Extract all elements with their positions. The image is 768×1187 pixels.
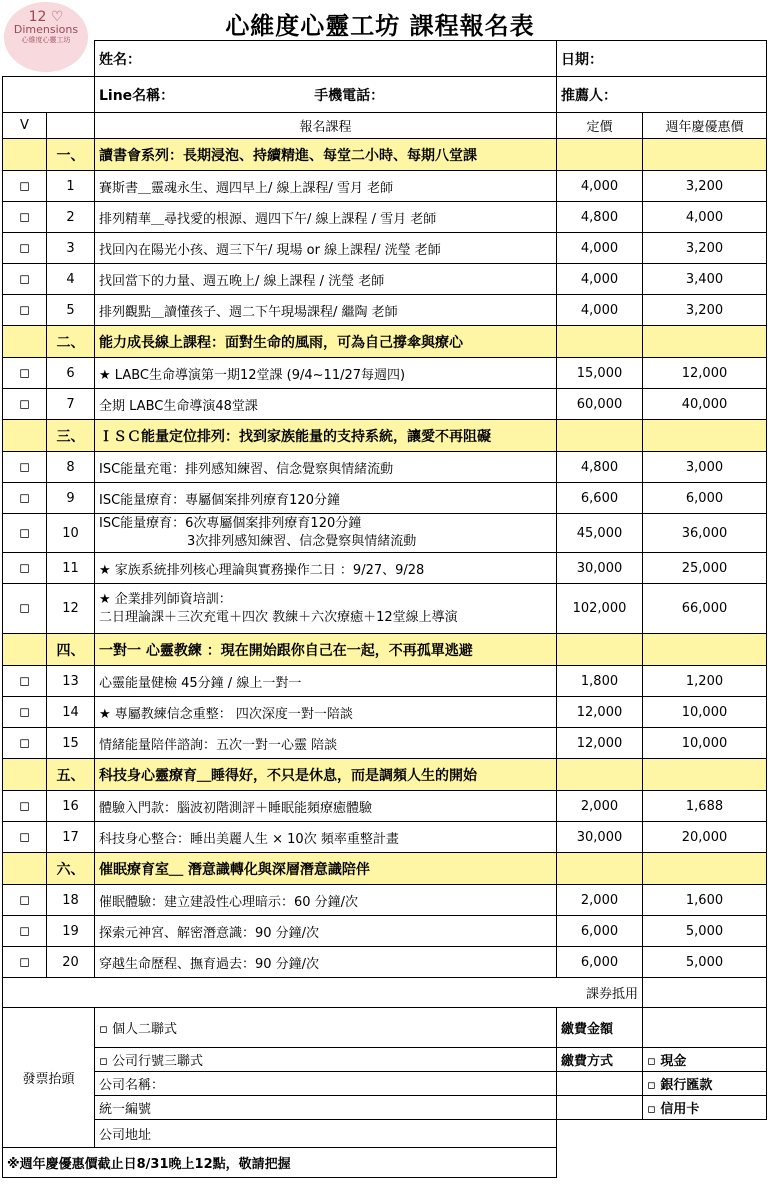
voucher-label: 課券抵用 bbox=[3, 978, 643, 1008]
course-price: 30,000 bbox=[557, 822, 643, 853]
course-price: 4,800 bbox=[557, 452, 643, 483]
section-title: ＩＳＣ能量定位排列：找到家族能量的支持系統，讓愛不再阻礙 bbox=[95, 420, 557, 452]
course-promo-price: 3,000 bbox=[643, 452, 767, 483]
course-row bbox=[3, 264, 767, 295]
col-promo: 週年慶優惠價 bbox=[643, 113, 767, 139]
course-promo-price: 40,000 bbox=[643, 389, 767, 420]
course-name: 排列精華＿尋找愛的根源、週四下午/ 線上課程 / 雪月 老師 bbox=[95, 202, 557, 233]
course-number: 16 bbox=[47, 791, 95, 822]
course-name: 找回當下的力量、週五晚上/ 線上課程 / 洸瑩 老師 bbox=[95, 264, 557, 295]
course-checkbox[interactable]: ◻ bbox=[3, 202, 47, 233]
invoice-company-option[interactable]: ▫ 公司行號三聯式 bbox=[95, 1048, 557, 1072]
course-promo-price: 1,200 bbox=[643, 666, 767, 697]
section-number: 四、 bbox=[47, 634, 95, 666]
course-price: 4,800 bbox=[557, 202, 643, 233]
course-promo-price: 3,400 bbox=[643, 264, 767, 295]
course-checkbox[interactable]: ◻ bbox=[3, 885, 47, 916]
course-row bbox=[3, 885, 767, 916]
course-promo-price: 10,000 bbox=[643, 728, 767, 759]
course-row bbox=[3, 389, 767, 420]
course-row bbox=[3, 514, 767, 553]
course-number: 15 bbox=[47, 728, 95, 759]
course-name: ★ 家族系統排列核心理論與實務操作二日 ：9/27、9/28 bbox=[95, 553, 557, 584]
course-row bbox=[3, 233, 767, 264]
line-phone-field[interactable]: Line名稱： 手機電話： bbox=[95, 77, 557, 113]
course-number: 5 bbox=[47, 295, 95, 326]
course-number: 6 bbox=[47, 358, 95, 389]
course-row bbox=[3, 791, 767, 822]
course-number: 13 bbox=[47, 666, 95, 697]
col-check: V bbox=[3, 113, 47, 139]
course-promo-price: 20,000 bbox=[643, 822, 767, 853]
course-price: 15,000 bbox=[557, 358, 643, 389]
course-checkbox[interactable]: ◻ bbox=[3, 233, 47, 264]
payment-amount-label: 繳費金額 bbox=[557, 1008, 643, 1048]
course-price: 4,000 bbox=[557, 264, 643, 295]
course-checkbox[interactable]: ◻ bbox=[3, 514, 47, 553]
course-promo-price: 66,000 bbox=[643, 584, 767, 634]
course-row bbox=[3, 584, 767, 634]
course-price: 60,000 bbox=[557, 389, 643, 420]
course-price: 12,000 bbox=[557, 728, 643, 759]
course-checkbox[interactable]: ◻ bbox=[3, 728, 47, 759]
course-promo-price: 3,200 bbox=[643, 295, 767, 326]
section-number: 三、 bbox=[47, 420, 95, 452]
course-promo-price: 5,000 bbox=[643, 916, 767, 947]
course-price: 6,000 bbox=[557, 916, 643, 947]
course-price: 4,000 bbox=[557, 171, 643, 202]
course-number: 1 bbox=[47, 171, 95, 202]
course-checkbox[interactable]: ◻ bbox=[3, 916, 47, 947]
course-row bbox=[3, 553, 767, 584]
course-price: 12,000 bbox=[557, 697, 643, 728]
course-row bbox=[3, 295, 767, 326]
course-checkbox[interactable]: ◻ bbox=[3, 553, 47, 584]
course-name: 全期 LABC生命導演48堂課 bbox=[95, 389, 557, 420]
course-price: 6,600 bbox=[557, 483, 643, 514]
course-row bbox=[3, 666, 767, 697]
course-name: 心靈能量健檢 45分鐘 / 線上一對一 bbox=[95, 666, 557, 697]
course-price: 1,800 bbox=[557, 666, 643, 697]
course-name: 體驗入門款：腦波初階測評＋睡眠能頻療癒體驗 bbox=[95, 791, 557, 822]
payment-cash-option[interactable]: ▫ 現金 bbox=[643, 1048, 767, 1072]
section-number: 六、 bbox=[47, 853, 95, 885]
course-checkbox[interactable]: ◻ bbox=[3, 697, 47, 728]
course-name: 找回內在陽光小孩、週三下午/ 現場 or 線上課程/ 洸瑩 老師 bbox=[95, 233, 557, 264]
course-row bbox=[3, 822, 767, 853]
company-name-field[interactable]: 公司名稱： bbox=[95, 1072, 557, 1096]
course-name: ISC能量充電：排列感知練習、信念覺察與情緒流動 bbox=[95, 452, 557, 483]
course-number: 4 bbox=[47, 264, 95, 295]
course-number: 2 bbox=[47, 202, 95, 233]
payment-amount-input[interactable] bbox=[643, 1008, 767, 1048]
course-checkbox[interactable]: ◻ bbox=[3, 483, 47, 514]
course-checkbox[interactable]: ◻ bbox=[3, 295, 47, 326]
course-row bbox=[3, 452, 767, 483]
course-promo-price: 10,000 bbox=[643, 697, 767, 728]
course-promo-price: 3,200 bbox=[643, 171, 767, 202]
course-name: 科技身心整合：睡出美麗人生 × 10次 頻率重整計畫 bbox=[95, 822, 557, 853]
section-number: 一、 bbox=[47, 139, 95, 171]
course-name: 情緒能量陪伴諮詢：五次一對一心靈 陪談 bbox=[95, 728, 557, 759]
logo-subtitle: 心維度心靈工坊 bbox=[21, 36, 71, 44]
course-promo-price: 12,000 bbox=[643, 358, 767, 389]
course-row bbox=[3, 947, 767, 978]
course-name: 排列觀點＿讀懂孩子、週二下午現場課程/ 繼陶 老師 bbox=[95, 295, 557, 326]
course-price: 45,000 bbox=[557, 514, 643, 553]
course-checkbox[interactable]: ◻ bbox=[3, 264, 47, 295]
section-title: 讀書會系列：長期浸泡、持續精進、每堂二小時、每期八堂課 bbox=[95, 139, 557, 171]
course-promo-price: 3,200 bbox=[643, 233, 767, 264]
course-promo-price: 6,000 bbox=[643, 483, 767, 514]
course-number: 7 bbox=[47, 389, 95, 420]
section-title: 一對一 心靈教練 ：現在開始跟你自己在一起，不再孤單逃避 bbox=[95, 634, 557, 666]
course-name: ★ 專屬教練信念重整： 四次深度一對一陪談 bbox=[95, 697, 557, 728]
course-price: 30,000 bbox=[557, 553, 643, 584]
registration-table bbox=[2, 40, 767, 1178]
section-number: 五、 bbox=[47, 759, 95, 791]
section-title: 科技身心靈療育＿睡得好，不只是休息，而是調頻人生的開始 bbox=[95, 759, 557, 791]
course-row bbox=[3, 171, 767, 202]
col-price: 定價 bbox=[557, 113, 643, 139]
course-number: 11 bbox=[47, 553, 95, 584]
course-promo-price: 1,688 bbox=[643, 791, 767, 822]
course-checkbox[interactable]: ◻ bbox=[3, 791, 47, 822]
course-number: 9 bbox=[47, 483, 95, 514]
course-row bbox=[3, 483, 767, 514]
course-checkbox[interactable]: ◻ bbox=[3, 947, 47, 978]
course-checkbox[interactable]: ◻ bbox=[3, 171, 47, 202]
course-checkbox[interactable]: ◻ bbox=[3, 584, 47, 634]
course-row bbox=[3, 202, 767, 233]
course-number: 19 bbox=[47, 916, 95, 947]
footer-note: ※週年慶優惠價截止日8/31晚上12點，敬請把握 bbox=[3, 1148, 557, 1178]
payment-method-label: 繳費方式 bbox=[557, 1048, 643, 1072]
course-price: 6,000 bbox=[557, 947, 643, 978]
course-promo-price: 1,600 bbox=[643, 885, 767, 916]
course-name: 賽斯書＿靈魂永生、週四早上/ 線上課程/ 雪月 老師 bbox=[95, 171, 557, 202]
course-name: ISC能量療育：6次專屬個案排列療育120分鐘 3次排列感知練習、信念覺察與情緒流動 bbox=[95, 514, 557, 553]
course-row bbox=[3, 697, 767, 728]
page-title: 心維度心靈工坊 課程報名表 bbox=[225, 12, 535, 40]
section-number: 二、 bbox=[47, 326, 95, 358]
referrer-field[interactable]: 推薦人： bbox=[557, 77, 767, 113]
col-course: 報名課程 bbox=[95, 113, 557, 139]
course-row bbox=[3, 358, 767, 389]
course-name: ★ LABC生命導演第一期12堂課 (9/4~11/27每週四) bbox=[95, 358, 557, 389]
heart-icon: 12 ♡ bbox=[28, 9, 64, 25]
course-number: 18 bbox=[47, 885, 95, 916]
section-title: 催眠療育室＿ 潛意識轉化與深層潛意識陪伴 bbox=[95, 853, 557, 885]
course-price: 2,000 bbox=[557, 885, 643, 916]
course-promo-price: 4,000 bbox=[643, 202, 767, 233]
course-row bbox=[3, 916, 767, 947]
course-promo-price: 36,000 bbox=[643, 514, 767, 553]
course-checkbox[interactable]: ◻ bbox=[3, 358, 47, 389]
course-number: 12 bbox=[47, 584, 95, 634]
invoice-personal-option[interactable]: ▫ 個人二聯式 bbox=[95, 1008, 557, 1048]
payment-bank-option[interactable]: ▫ 銀行匯款 bbox=[643, 1072, 767, 1096]
course-number: 3 bbox=[47, 233, 95, 264]
name-field[interactable]: 姓名： bbox=[95, 41, 557, 77]
course-name: ★ 企業排列師資培訓： 二日理論課＋三次充電＋四次 教練＋六次療癒＋12堂線上導演 bbox=[95, 584, 557, 634]
section-title: 能力成長線上課程：面對生命的風雨，可為自己撐傘與療心 bbox=[95, 326, 557, 358]
date-field[interactable]: 日期： bbox=[557, 41, 767, 77]
course-checkbox[interactable]: ◻ bbox=[3, 452, 47, 483]
course-number: 17 bbox=[47, 822, 95, 853]
invoice-label: 發票抬頭 bbox=[3, 1008, 95, 1148]
course-name: 穿越生命歷程、撫育過去：90 分鐘/次 bbox=[95, 947, 557, 978]
course-checkbox[interactable]: ◻ bbox=[3, 389, 47, 420]
course-promo-price: 5,000 bbox=[643, 947, 767, 978]
course-checkbox[interactable]: ◻ bbox=[3, 822, 47, 853]
company-address-field[interactable]: 公司地址 bbox=[95, 1120, 557, 1148]
course-name: 催眠體驗：建立建設性心理暗示：60 分鐘/次 bbox=[95, 885, 557, 916]
course-name: ISC能量療育：專屬個案排列療育120分鐘 bbox=[95, 483, 557, 514]
course-checkbox[interactable]: ◻ bbox=[3, 666, 47, 697]
tax-id-field[interactable]: 統一編號 bbox=[95, 1096, 557, 1120]
course-promo-price: 25,000 bbox=[643, 553, 767, 584]
payment-card-option[interactable]: ▫ 信用卡 bbox=[643, 1096, 767, 1120]
course-price: 2,000 bbox=[557, 791, 643, 822]
course-price: 102,000 bbox=[557, 584, 643, 634]
course-number: 14 bbox=[47, 697, 95, 728]
logo-name: Dimensions bbox=[13, 23, 79, 36]
course-number: 20 bbox=[47, 947, 95, 978]
course-number: 10 bbox=[47, 514, 95, 553]
course-number: 8 bbox=[47, 452, 95, 483]
course-name: 探索元神宮、解密潛意識：90 分鐘/次 bbox=[95, 916, 557, 947]
course-price: 4,000 bbox=[557, 295, 643, 326]
course-row bbox=[3, 728, 767, 759]
voucher-input[interactable] bbox=[643, 978, 767, 1008]
course-price: 4,000 bbox=[557, 233, 643, 264]
